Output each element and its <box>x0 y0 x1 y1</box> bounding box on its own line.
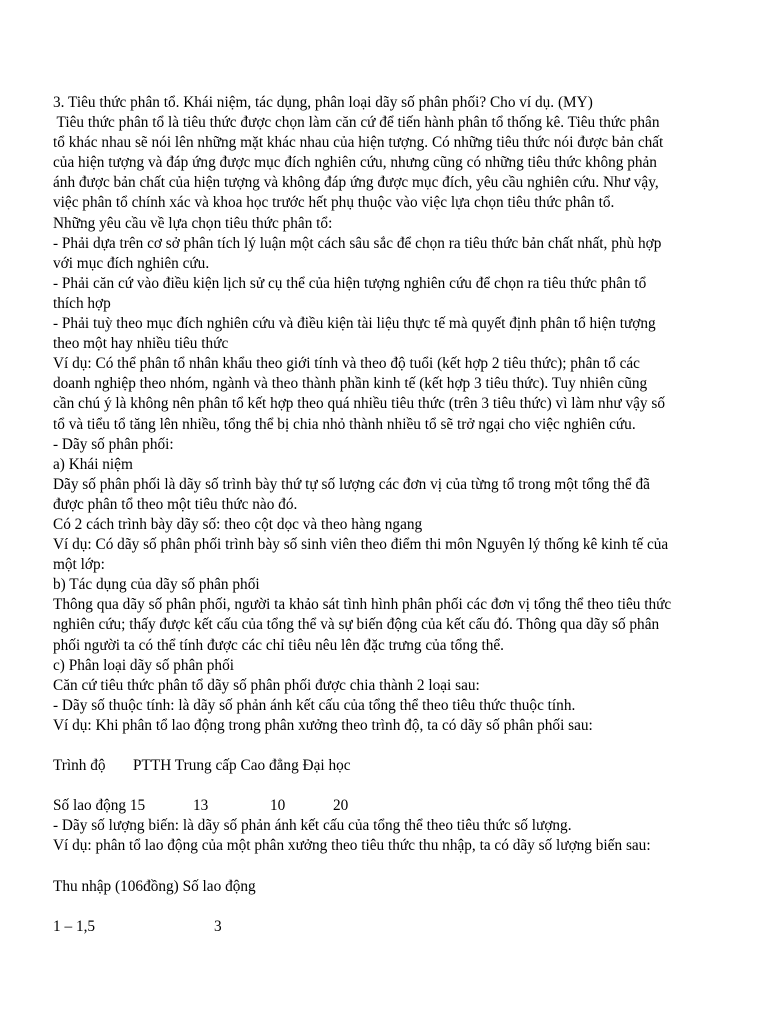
table2-data-row <box>53 917 743 937</box>
table2-header: Thu nhập (106đồng) Số lao động <box>53 877 256 895</box>
document-body-part-1 <box>53 93 743 736</box>
text-line: phối người ta có thể tính được các chỉ tiêu nêu lên đặc trưng của tổng thể. <box>53 636 504 654</box>
text-line: - Dãy số phân phối: <box>53 435 174 453</box>
text-line: theo một hay nhiều tiêu thức <box>53 335 229 353</box>
text-line: Dãy số phân phối là dãy số trình bày thứ tự số lượng các đơn vị của từng tổ trong một tổng thể đã <box>53 475 650 493</box>
text-line: - Phải căn cứ vào điều kiện lịch sử cụ thể của hiện tượng nghiên cứu để chọn ra tiêu thức phân tổ <box>53 274 647 292</box>
text-line: Ví dụ: Khi phân tổ lao động trong phân xưởng theo trình độ, ta có dãy số phân phối sau: <box>53 716 593 734</box>
text-line: - Phải dựa trên cơ sở phân tích lý luận một cách sâu sắc để chọn ra tiêu thức bản chất nhất, phù hợp <box>53 234 662 252</box>
text-line: Ví dụ: Có thể phân tổ nhân khẩu theo giới tính và theo độ tuổi (kết hợp 2 tiêu thức); phân tổ các <box>53 355 640 373</box>
table1-header-label: Trình độ <box>53 757 106 775</box>
text-line: c) Phân loại dãy số phân phối <box>53 656 234 674</box>
blank-line <box>53 857 743 877</box>
blank-line <box>53 776 743 796</box>
table1-data-row <box>53 796 743 816</box>
document-body-part-2 <box>53 816 743 856</box>
table1-header-levels: PTTH Trung cấp Cao đẳng Đại học <box>133 757 351 775</box>
text-line: của hiện tượng và đáp ứng được mục đích nghiên cứu, nhưng cũng có những tiêu thức không phản <box>53 154 657 172</box>
text-line: ánh được bản chất của hiện tượng và không đáp ứng được mục đích, yêu cầu nghiên cứu. Như vậy, <box>53 174 659 192</box>
text-line: Thông qua dãy số phân phối, người ta khảo sát tình hình phân phối các đơn vị tổng thể theo tiêu thức <box>53 596 672 614</box>
text-line: Tiêu thức phân tổ là tiêu thức được chọn làm căn cứ để tiến hành phân tổ thống kê. Tiêu thức phân <box>53 114 660 132</box>
text-line: cần chú ý là không nên phân tổ kết hợp theo quá nhiều tiêu thức (trên 3 tiêu thức) vì làm như vậy số <box>53 395 665 413</box>
text-line: 3. Tiêu thức phân tổ. Khái niệm, tác dụng, phân loại dãy số phân phối? Cho ví dụ. (MY) <box>53 94 593 111</box>
table1-row-label: Số lao động 15 <box>53 797 146 815</box>
table2-range: 1 – 1,5 <box>53 917 96 935</box>
text-line: Ví dụ: Có dãy số phân phối trình bày số sinh viên theo điểm thi môn Nguyên lý thống kê kinh tế của <box>53 536 669 554</box>
document-page <box>53 93 743 937</box>
text-line: - Dãy số lượng biến: là dãy số phản ánh kết cấu của tổng thể theo tiêu thức số lượng. <box>53 817 572 835</box>
text-line: Căn cứ tiêu thức phân tổ dãy số phân phối được chia thành 2 loại sau: <box>53 676 480 694</box>
text-line: tổ và tiểu tổ tăng lên nhiều, tổng thể bị chia nhỏ thành nhiều tổ sẽ trở ngại cho việc nghiên cứu. <box>53 415 636 433</box>
table1-value-trung-cap: 13 <box>193 797 209 815</box>
table2-header-row <box>53 877 743 897</box>
text-line: một lớp: <box>53 556 105 574</box>
text-line: tổ khác nhau sẽ nói lên những mặt khác nhau của hiện tượng. Có những tiêu thức nói được bản chất <box>53 134 664 152</box>
text-line: - Dãy số thuộc tính: là dãy số phản ánh kết cấu của tổng thể theo tiêu thức thuộc tính. <box>53 696 576 714</box>
text-line: với mục đích nghiên cứu. <box>53 254 210 272</box>
text-line: Những yêu cầu về lựa chọn tiêu thức phân tổ: <box>53 214 333 232</box>
blank-line <box>53 897 743 917</box>
text-line: nghiên cứu; thấy được kết cấu của tổng thể và sự biến động của kết cấu đó. Thông qua dãy số phân <box>53 616 660 634</box>
text-line: được phân tổ theo một tiêu thức nào đó. <box>53 495 298 513</box>
table1-value-cao-dang: 10 <box>270 797 286 815</box>
text-line: - Phải tuỳ theo mục đích nghiên cứu và điều kiện tài liệu thực tế mà quyết định phân tổ hiện tượng <box>53 315 656 333</box>
table2-count: 3 <box>214 917 222 935</box>
text-line: a) Khái niệm <box>53 455 133 473</box>
blank-line <box>53 736 743 756</box>
text-line: việc phân tổ chính xác và khoa học trước hết phụ thuộc vào việc lựa chọn tiêu thức phân tổ. <box>53 194 615 212</box>
text-line: b) Tác dụng của dãy số phân phối <box>53 576 260 594</box>
table1-header-row <box>53 756 743 776</box>
table1-value-dai-hoc: 20 <box>333 797 349 815</box>
text-line: Có 2 cách trình bày dãy số: theo cột dọc và theo hàng ngang <box>53 515 423 533</box>
text-line: thích hợp <box>53 294 111 312</box>
text-line: doanh nghiệp theo nhóm, ngành và theo thành phần kinh tế (kết hợp 3 tiêu thức). Tuy nhiên cũng <box>53 375 648 393</box>
text-line: Ví dụ: phân tổ lao động của một phân xưởng theo tiêu thức thu nhập, ta có dãy số lượng biến sau: <box>53 837 651 855</box>
